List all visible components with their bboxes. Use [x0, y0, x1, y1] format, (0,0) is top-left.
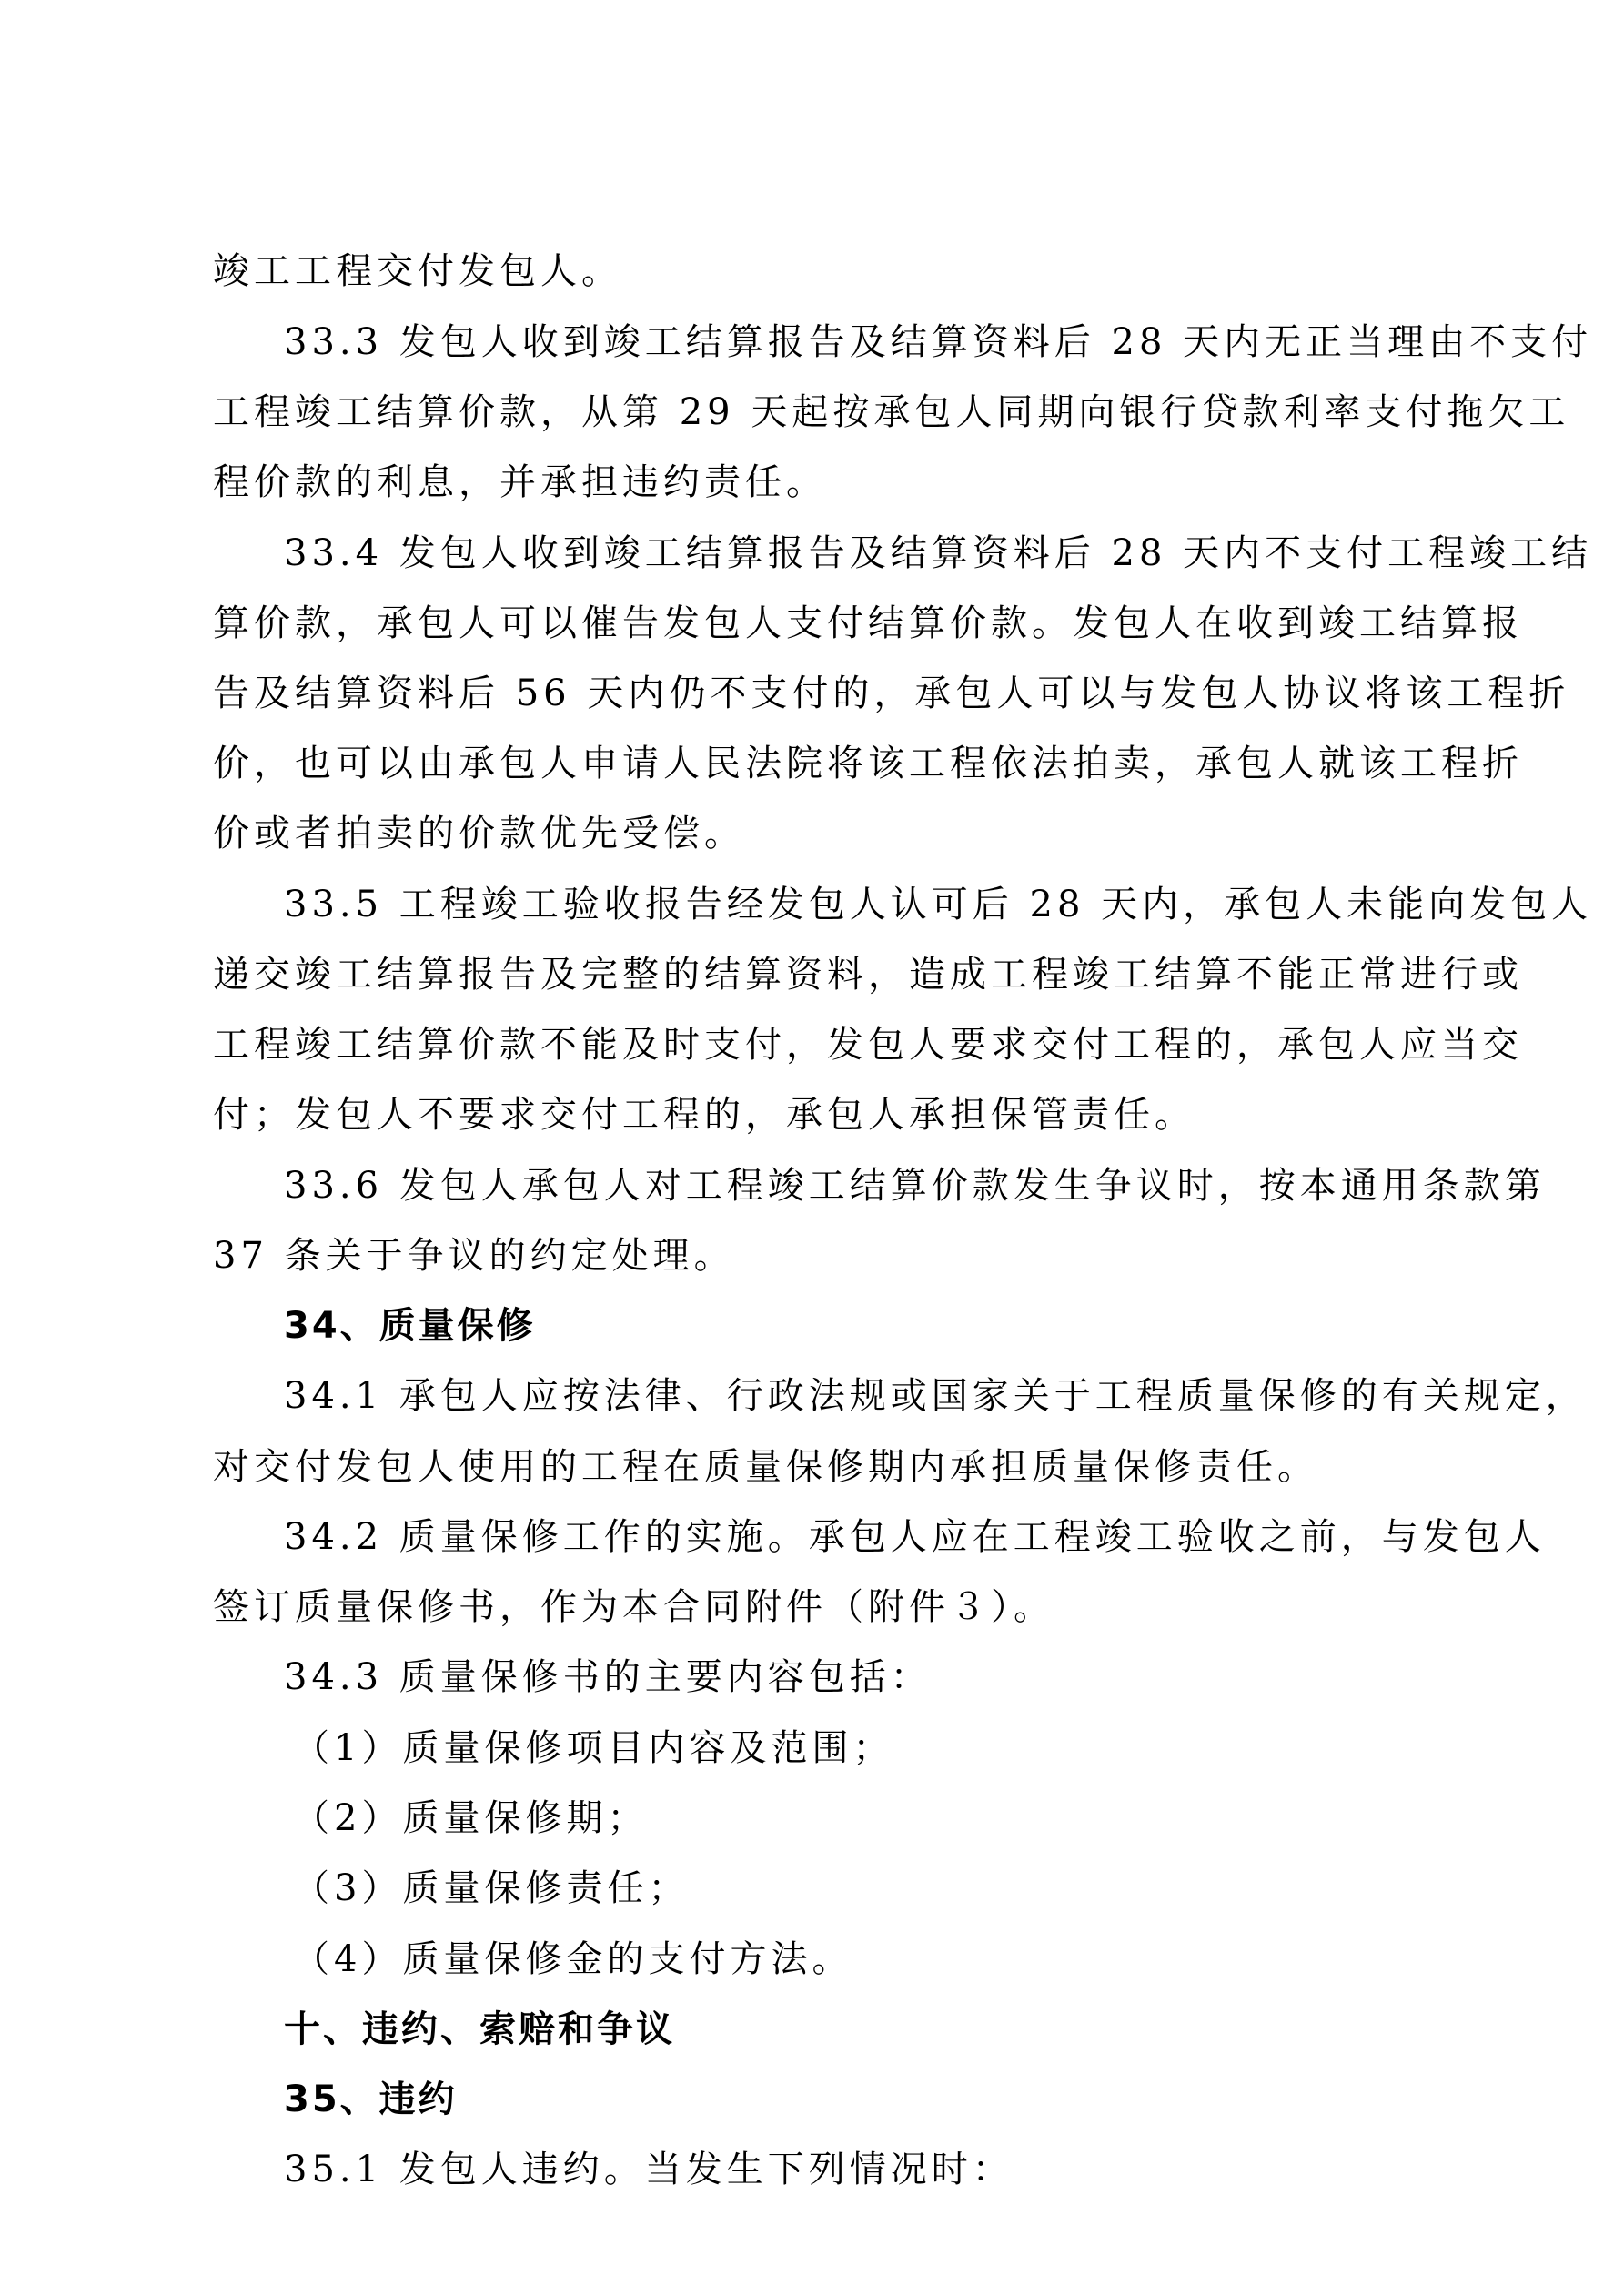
text-line: 对交付发包人使用的工程在质量保修期内承担质量保修责任。	[213, 1446, 1318, 1488]
text-line: 递交竣工结算报告及完整的结算资料，造成工程竣工结算不能正常进行或	[213, 954, 1523, 996]
clause-33-6: 33.6 发包人承包人对工程竣工结算价款发生争议时，按本通用条款第	[284, 1165, 1546, 1207]
clause-33-3: 33.3 发包人收到竣工结算报告及结算资料后 28 天内无正当理由不支付	[284, 321, 1593, 363]
clause-35-1: 35.1 发包人违约。当发生下列情况时：	[284, 2149, 1014, 2190]
clause-33-5: 33.5 工程竣工验收报告经发包人认可后 28 天内，承包人未能向发包人	[284, 884, 1593, 925]
chapter-heading-10: 十、违约、索赔和争议	[284, 2008, 675, 2050]
list-item: （4）质量保修金的支付方法。	[293, 1938, 853, 1980]
list-item: （2）质量保修期；	[293, 1797, 649, 1839]
text-line: 竣工工程交付发包人。	[213, 250, 622, 292]
text-line: 算价款，承包人可以催告发包人支付结算价款。发包人在收到竣工结算报	[213, 602, 1523, 644]
text-line: 价或者拍卖的价款优先受偿。	[213, 813, 745, 855]
list-item: （1）质量保修项目内容及范围；	[293, 1727, 894, 1769]
clause-34-3: 34.3 质量保修书的主要内容包括：	[284, 1656, 932, 1698]
section-heading-34: 34、质量保修	[284, 1305, 536, 1347]
list-item: （3）质量保修责任；	[293, 1867, 690, 1909]
text-line: 价，也可以由承包人申请人民法院将该工程依法拍卖，承包人就该工程折	[213, 743, 1523, 784]
text-line: 告及结算资料后 56 天内仍不支付的，承包人可以与发包人协议将该工程折	[213, 673, 1570, 714]
text-line: 37 条关于争议的约定处理。	[213, 1235, 735, 1277]
text-line: 工程竣工结算价款不能及时支付，发包人要求交付工程的，承包人应当交	[213, 1024, 1523, 1066]
section-heading-35: 35、违约	[284, 2079, 458, 2120]
text-line: 程价款的利息，并承担违约责任。	[213, 461, 827, 503]
text-line: 签订质量保修书，作为本合同附件（附件３）。	[213, 1586, 1054, 1628]
clause-33-4: 33.4 发包人收到竣工结算报告及结算资料后 28 天内不支付工程竣工结	[284, 532, 1593, 574]
clause-34-2: 34.2 质量保修工作的实施。承包人应在工程竣工验收之前，与发包人	[284, 1516, 1546, 1558]
clause-34-1: 34.1 承包人应按法律、行政法规或国家关于工程质量保修的有关规定，	[284, 1375, 1587, 1417]
text-line: 付；发包人不要求交付工程的，承包人承担保管责任。	[213, 1094, 1195, 1136]
text-line: 工程竣工结算价款，从第 29 天起按承包人同期向银行贷款利率支付拖欠工	[213, 391, 1570, 433]
